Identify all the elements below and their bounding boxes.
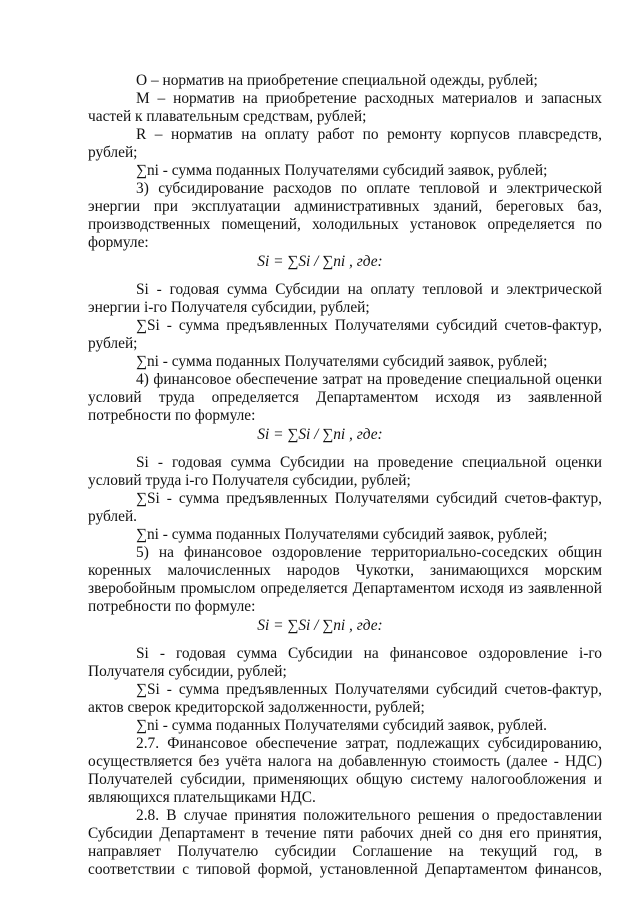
text-line: Si - годовая сумма Субсидии на финансовое оздоровление i-го bbox=[136, 645, 602, 662]
text-line: частей к плавательным средствам, рублей; bbox=[88, 108, 367, 125]
text-line: ∑Si - сумма предъявленных Получателями субсидий счетов-фактур, bbox=[136, 317, 602, 334]
text-line: соответствии с типовой формой, установленной Департаментом финансов, bbox=[88, 861, 602, 878]
text-line: М – норматив на приобретение расходных материалов и запасных bbox=[136, 90, 602, 107]
text-line: коренных малочисленных народов Чукотки, занимающихся морским bbox=[88, 562, 602, 579]
text-line: зверобойным промыслом определяется Департаментом исходя из заявленной bbox=[88, 580, 602, 597]
text-line: производственных помещений, холодильных установок определяется по bbox=[88, 216, 602, 233]
text-line: потребности по формуле: bbox=[88, 598, 256, 615]
text-line: условий труда определяется Департаментом исходя из заявленной bbox=[88, 389, 602, 406]
text-line: осуществляется без учёта налога на добавленную стоимость (далее - НДС) bbox=[88, 753, 602, 770]
formula: Si = ∑Si / ∑ni , где: bbox=[257, 617, 383, 634]
text-line: Si - годовая сумма Субсидии на оплату тепловой и электрической bbox=[136, 281, 602, 298]
text-line: R – норматив на оплату работ по ремонту корпусов плавсредств, bbox=[136, 126, 602, 143]
text-line: Получателей субсидии, применяющих общую систему налогообложения и bbox=[88, 771, 602, 788]
text-line: 2.8. В случае принятия положительного решения о предоставлении bbox=[136, 807, 602, 824]
text-line: ∑Si - сумма предъявленных Получателями субсидий счетов-фактур, bbox=[136, 490, 602, 507]
text-line: являющихся плательщиками НДС. bbox=[88, 789, 316, 806]
text-line: ∑ni - сумма поданных Получателями субсидий заявок, рублей; bbox=[136, 353, 548, 370]
text-line: ∑ni - сумма поданных Получателями субсидий заявок, рублей. bbox=[136, 717, 547, 734]
text-line: рублей; bbox=[88, 335, 138, 352]
text-line: ∑Si - сумма предъявленных Получателями субсидий счетов-фактур, bbox=[136, 681, 602, 698]
text-line: актов сверок кредиторской задолженности, рублей; bbox=[88, 699, 425, 716]
text-line: энергии при эксплуатации административных зданий, береговых баз, bbox=[88, 198, 602, 215]
text-line: 2.7. Финансовое обеспечение затрат, подлежащих субсидированию, bbox=[136, 735, 602, 752]
text-line: рублей; bbox=[88, 144, 138, 161]
formula: Si = ∑Si / ∑ni , где: bbox=[257, 253, 383, 270]
text-line: потребности по формуле: bbox=[88, 407, 256, 424]
text-line: 3) субсидирование расходов по оплате тепловой и электрической bbox=[136, 180, 602, 197]
text-line: 5) на финансовое оздоровление территориально-соседских общин bbox=[136, 544, 602, 561]
text-line: Субсидии Департамент в течение пяти рабочих дней со дня его принятия, bbox=[88, 825, 602, 842]
formula: Si = ∑Si / ∑ni , где: bbox=[257, 426, 383, 443]
text-line: О – норматив на приобретение специальной одежды, рублей; bbox=[136, 72, 538, 89]
text-line: 4) финансовое обеспечение затрат на проведение специальной оценки bbox=[136, 371, 602, 388]
text-line: направляет Получателю субсидии Соглашение на текущий год, в bbox=[88, 843, 602, 860]
text-line: энергии i-го Получателя субсидии, рублей; bbox=[88, 299, 370, 316]
text-line: формуле: bbox=[88, 234, 149, 251]
text-line: Si - годовая сумма Субсидии на проведение специальной оценки bbox=[136, 454, 602, 471]
text-line: Получателя субсидии, рублей; bbox=[88, 663, 287, 680]
text-line: ∑ni - сумма поданных Получателями субсидий заявок, рублей; bbox=[136, 526, 548, 543]
text-line: рублей. bbox=[88, 508, 138, 525]
text-line: условий труда i-го Получателя субсидии, рублей; bbox=[88, 472, 411, 489]
text-line: ∑ni - сумма поданных Получателями субсидий заявок, рублей; bbox=[136, 162, 548, 179]
